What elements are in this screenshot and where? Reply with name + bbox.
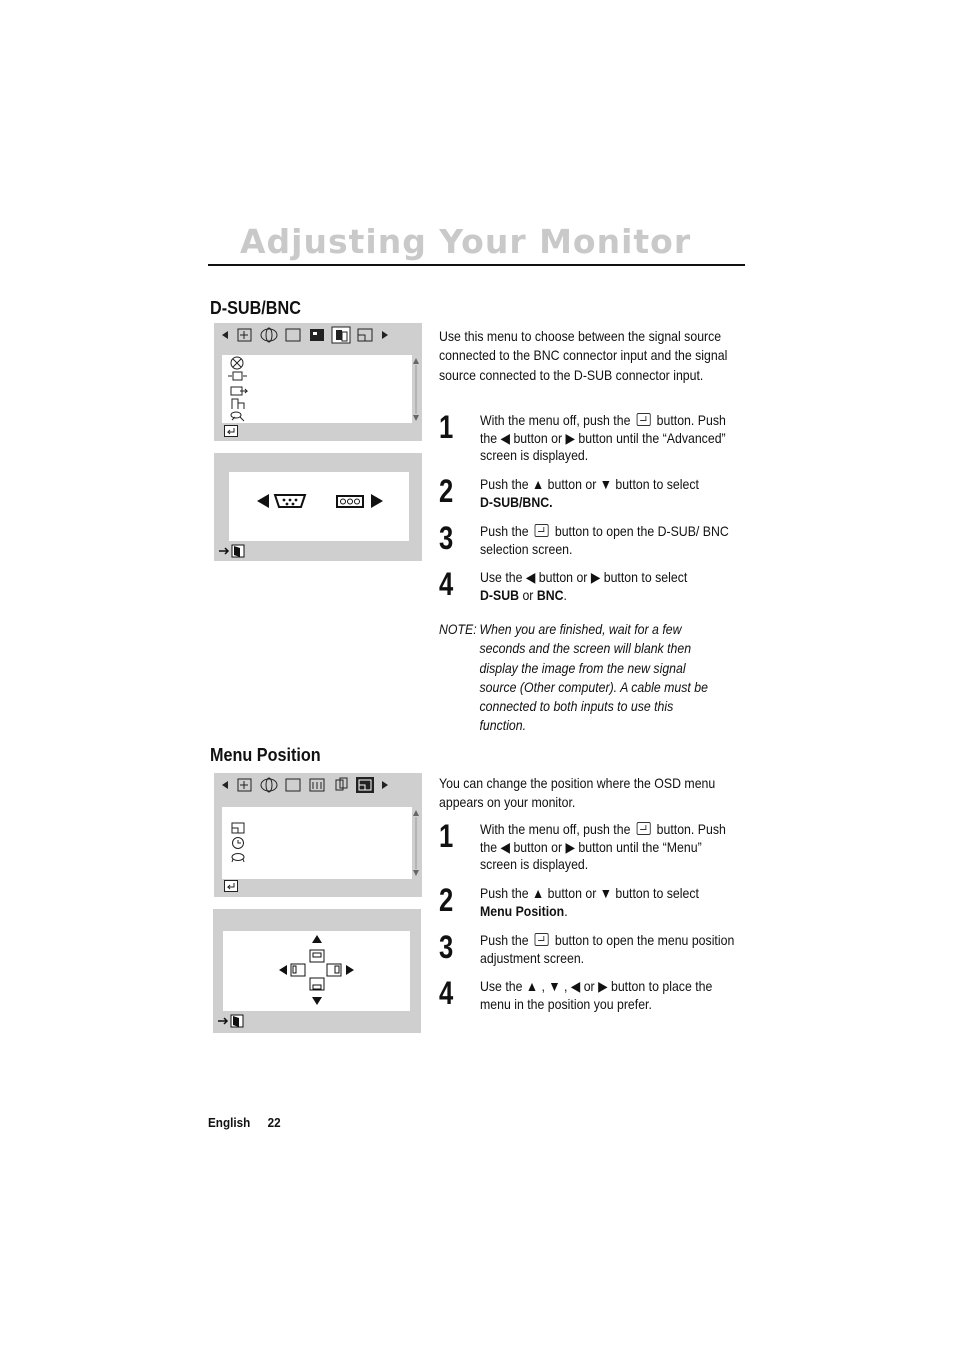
- advanced-icon: [310, 329, 324, 341]
- menu-position-item-icon: [232, 823, 244, 833]
- enter-key-icon: [637, 822, 651, 835]
- exit-icon: [218, 543, 248, 559]
- menupos-step-4-text: Use the ▲ , ▼ , ◀ or ▶ button to place the menu in the position you prefer.: [480, 978, 713, 1012]
- osd-item-list: [222, 807, 412, 879]
- dsub-step-4-text: [480, 569, 735, 604]
- dsub-step-2-number: 2: [439, 473, 454, 509]
- advanced-icon: [310, 779, 324, 791]
- dsub-step-4-end: .: [563, 586, 567, 603]
- dsub-step-4-mid: or: [522, 586, 534, 603]
- enter-key-icon: [535, 524, 549, 537]
- position-bottom-icon: [310, 978, 324, 990]
- left-arrow-icon: [279, 965, 287, 975]
- language-icon: [232, 854, 244, 863]
- geometry-icon: [261, 778, 277, 792]
- left-arrow-icon: [257, 494, 269, 508]
- menu-time-icon: [233, 838, 244, 849]
- dsub-step-4-pre: Use the ◀ button or ▶ button to select: [480, 569, 688, 585]
- left-arrow-icon: [222, 781, 228, 789]
- note-body: When you are finished, wait for a few seconds and the screen will blank then display the image from the new signal source (Other computer). A cable must be connected to both inputs to use this function.: [479, 621, 708, 734]
- left-arrow-icon: [222, 331, 228, 339]
- menupos-step-2-text: [480, 885, 735, 920]
- menupos-step-1-pre: With the menu off, push the: [480, 821, 631, 837]
- osd-selection-panel: [229, 472, 409, 541]
- osd-dsub-bnc-selection-image: [214, 453, 422, 561]
- color-icon: [286, 329, 300, 341]
- menu-position-icon: [358, 329, 372, 341]
- geometry-icon: [261, 328, 277, 342]
- dsub-step-2-bold: D-SUB/BNC.: [480, 493, 553, 510]
- osd-advanced-menu-image: [214, 323, 422, 441]
- menupos-step-2-pre: Push the ▲ button or ▼ button to select: [480, 885, 699, 901]
- dsub-step-1-text: [480, 412, 735, 465]
- osd-menu-position-adjust-image: [213, 909, 421, 1033]
- right-arrow-icon: [371, 494, 383, 508]
- dsub-step-4-number: 4: [439, 566, 454, 602]
- dsub-step-3-pre: Push the: [480, 523, 529, 539]
- dsub-connector-icon: [275, 495, 305, 507]
- enter-key-icon: [637, 413, 651, 426]
- dsub-step-2-pre: Push the ▲ button or ▼ button to select: [480, 476, 699, 492]
- dsub-step-1-number: 1: [439, 409, 454, 445]
- menupos-step-3-number: 3: [439, 929, 454, 965]
- moire-icon: [228, 372, 247, 380]
- osd-menu-screen-image: [214, 773, 422, 897]
- position-left-icon: [291, 964, 305, 976]
- language-icon: [231, 412, 244, 421]
- menupos-step-1-number: 1: [439, 818, 454, 854]
- title-divider: [208, 264, 745, 266]
- dsub-step-2-text: [480, 476, 735, 511]
- footer: [208, 1115, 281, 1130]
- dsub-step-3-number: 3: [439, 520, 454, 556]
- menupos-step-3-text: [480, 932, 735, 967]
- enter-key-icon: [224, 425, 238, 437]
- position-icon: [238, 779, 251, 791]
- exit-icon: [217, 1013, 247, 1029]
- right-arrow-icon: [382, 781, 388, 789]
- bnc-connector-icon: [337, 496, 363, 507]
- up-arrow-icon: [312, 935, 322, 943]
- menupos-step-1-post: button. Push the ◀ button or ▶ button until the “Menu” screen is displayed.: [480, 821, 726, 872]
- menu-icon: [332, 327, 350, 343]
- section-heading-dsub: D-SUB/BNC: [210, 298, 301, 318]
- menupos-step-4-number: 4: [439, 975, 454, 1011]
- video-input-icon: [232, 399, 244, 409]
- down-arrow-icon: [312, 997, 322, 1005]
- dsub-step-1-pre: With the menu off, push the: [480, 412, 631, 428]
- dsub-bnc-icon: [231, 387, 247, 395]
- dsub-note: [439, 620, 729, 736]
- dsub-intro: Use this menu to choose between the signal source connected to the BNC connector input and the signal source connected to the D-SUB connector input.: [439, 328, 728, 383]
- osd-position-panel: [223, 931, 410, 1011]
- menupos-step-2-bold: Menu Position: [480, 902, 565, 919]
- position-icon: [238, 329, 251, 341]
- section-heading-menu-position: Menu Position: [210, 745, 321, 765]
- dsub-step-1-post: button. Push the ◀ button or ▶ button until the “Advanced” screen is displayed.: [480, 412, 726, 463]
- dsub-step-4-bold-dsub: D-SUB: [480, 586, 520, 603]
- page-title: Adjusting Your Monitor: [240, 222, 692, 261]
- dsub-step-3-post: button to open the D-SUB/ BNC selection screen.: [480, 523, 729, 557]
- menupos-step-2-end: .: [564, 902, 568, 919]
- position-right-icon: [327, 964, 341, 976]
- menu-icon: [336, 778, 347, 790]
- menupos-intro: You can change the position where the OSD menu appears on your monitor.: [439, 775, 716, 811]
- enter-key-icon: [535, 933, 549, 946]
- menupos-step-3-pre: Push the: [480, 932, 529, 948]
- right-arrow-icon: [346, 965, 354, 975]
- note-label: NOTE:: [439, 621, 477, 637]
- dsub-step-4-bold-bnc: BNC: [536, 586, 564, 603]
- color-icon: [286, 779, 300, 791]
- menupos-step-3-post: button to open the menu position adjustment screen.: [480, 932, 735, 966]
- footer-page-number: 22: [267, 1115, 281, 1130]
- enter-key-icon: [224, 880, 238, 892]
- menupos-step-2-number: 2: [439, 882, 454, 918]
- footer-language: English: [208, 1115, 251, 1130]
- osd-item-list: [222, 355, 412, 423]
- degauss-icon: [231, 357, 243, 369]
- menupos-step-1-text: [480, 821, 735, 874]
- right-arrow-icon: [382, 331, 388, 339]
- position-top-icon: [310, 950, 324, 962]
- menu-position-icon: [356, 777, 374, 793]
- dsub-step-3-text: [480, 523, 735, 558]
